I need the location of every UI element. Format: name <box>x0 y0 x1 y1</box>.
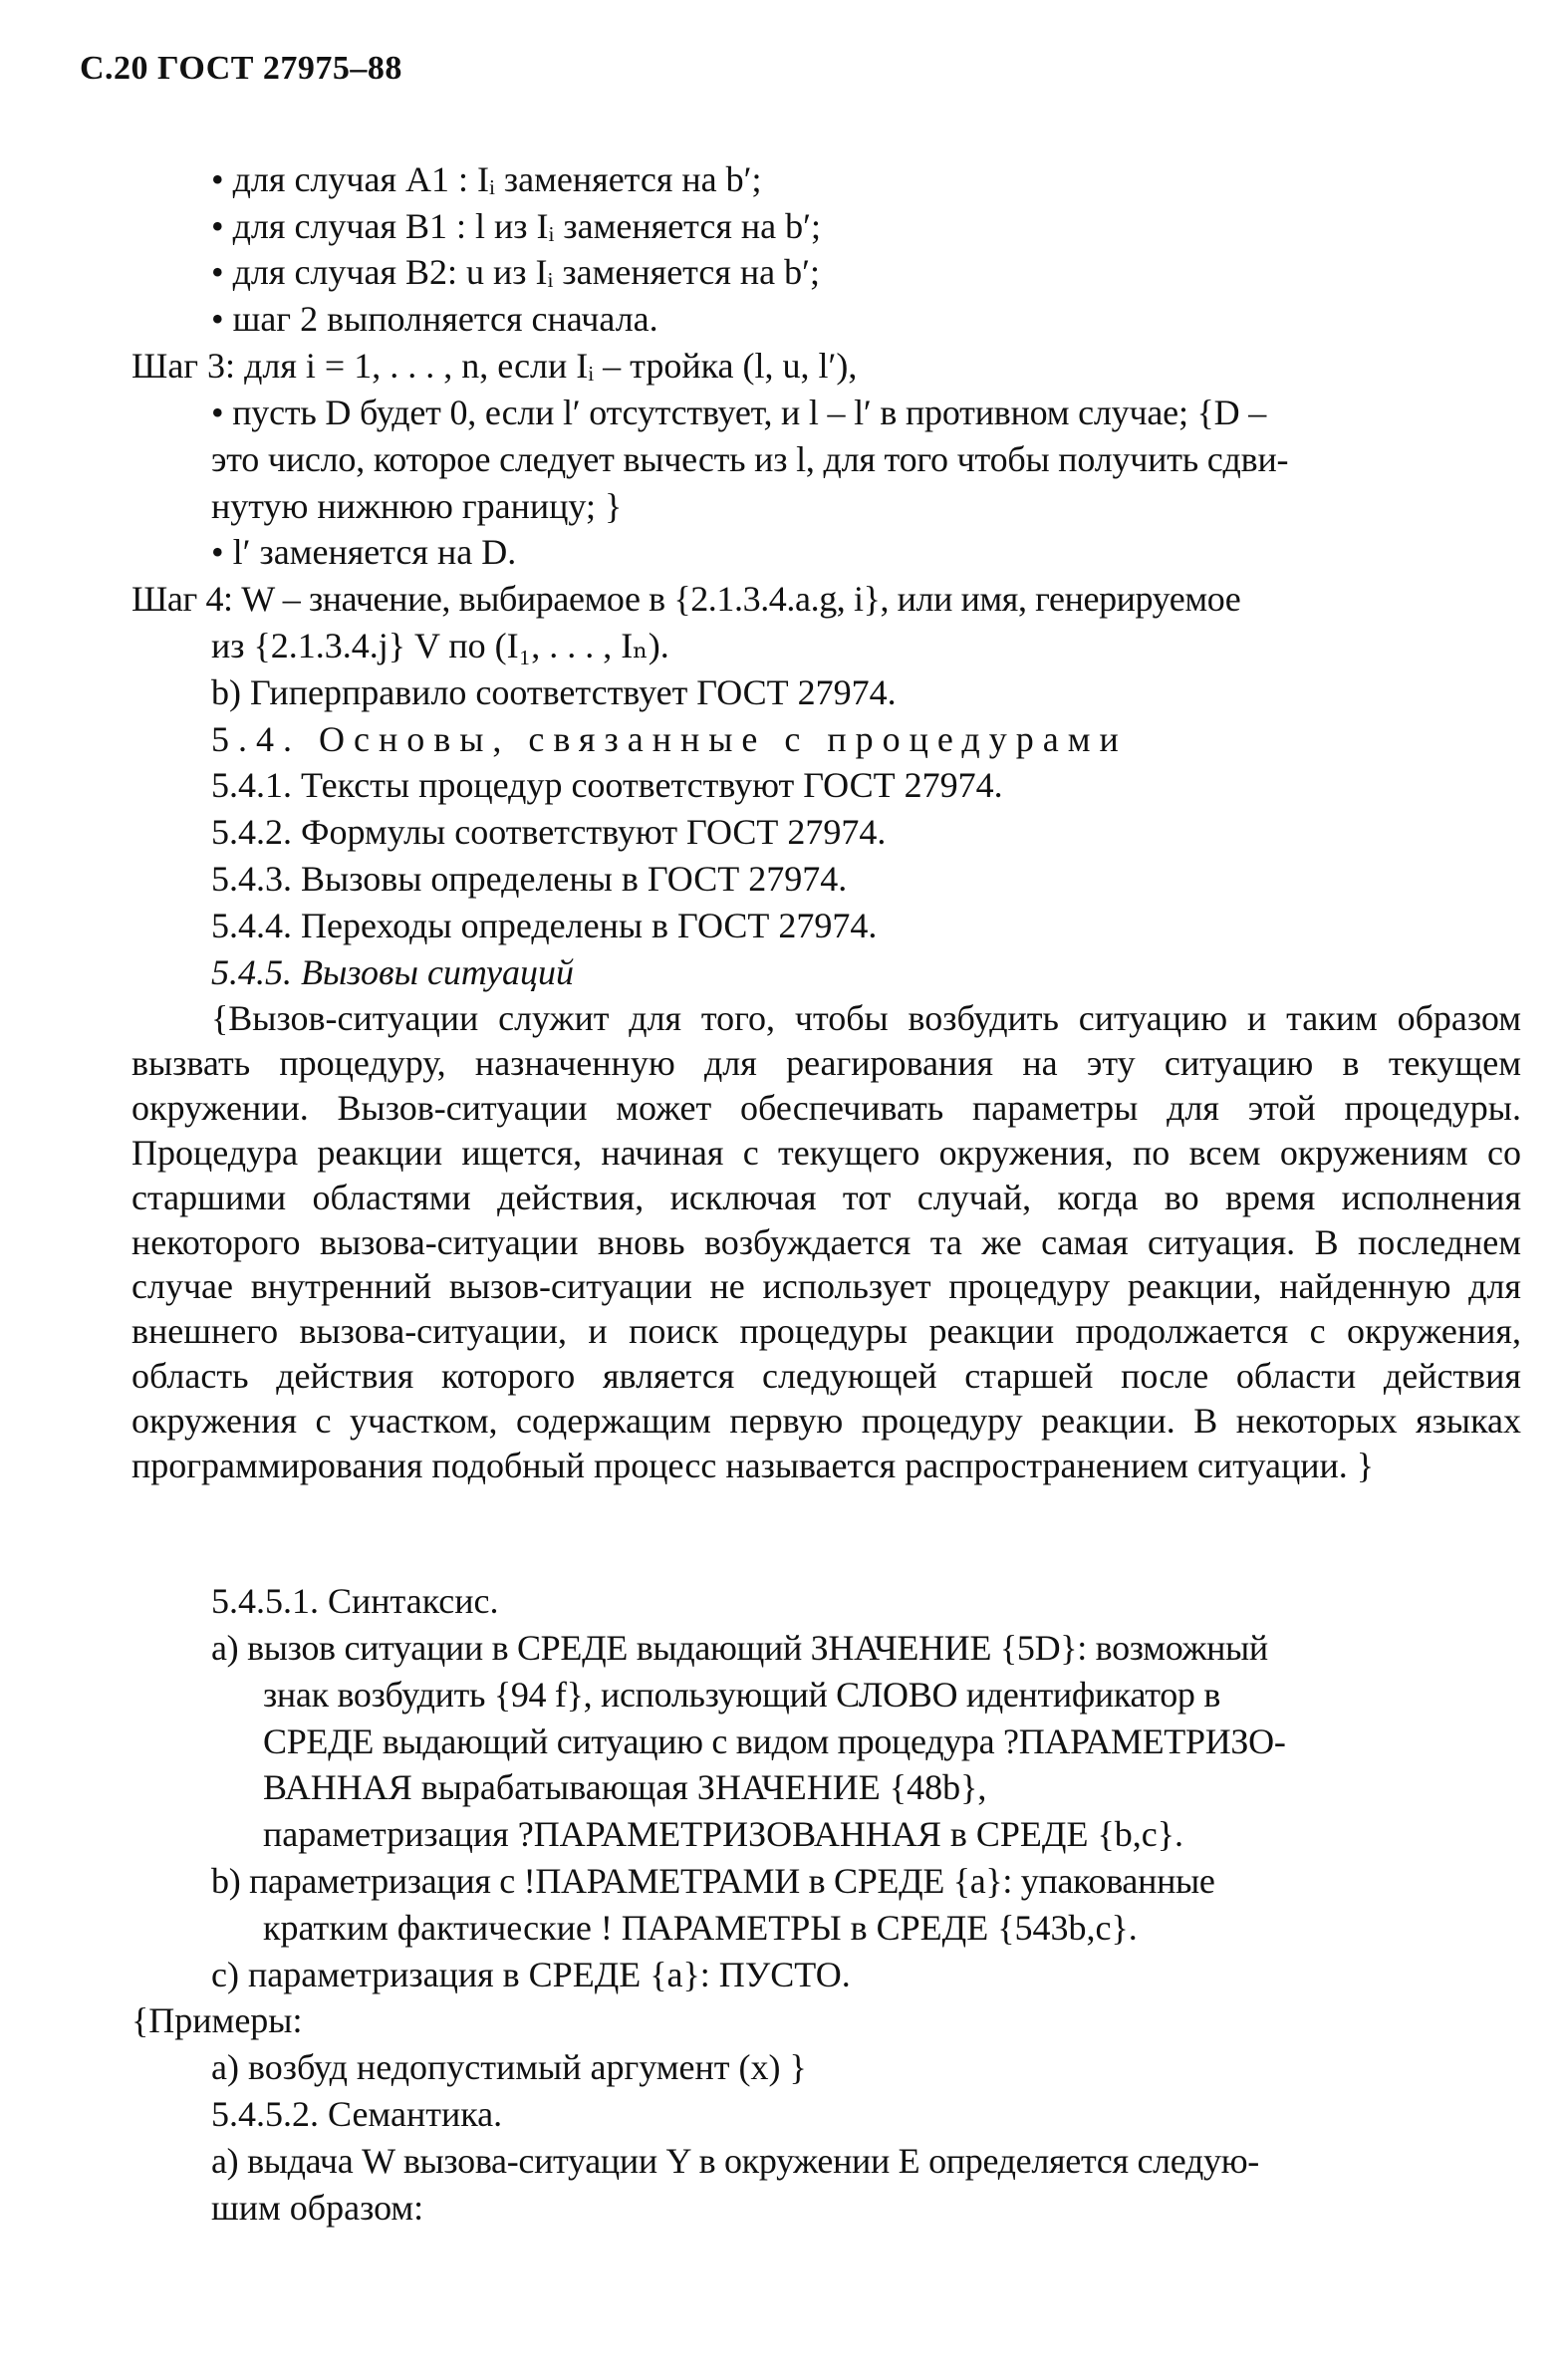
text-line: b) Гиперправило соответствует ГОСТ 27974. <box>211 672 897 712</box>
list-item: • для случая B1 : l из Iᵢ заменяется на b′; <box>211 206 821 246</box>
text-line: 5.4.2. Формулы соответствуют ГОСТ 27974. <box>211 812 887 852</box>
list-item: • для случая B2: u из Iᵢ заменяется на b′; <box>211 252 820 292</box>
semantics-rule: a) выдача W вызова-ситуации Y в окружении E определяется следую- <box>211 2141 1259 2181</box>
step-line: Шаг 3: для i = 1, . . . , n, если Iᵢ – тройка (l, u, l′), <box>131 346 858 386</box>
syntax-rule: b) параметризация с !ПАРАМЕТРАМИ в СРЕДЕ {a}: упакованные <box>211 1861 1215 1901</box>
example-item: a) возбуд недопустимый аргумент (x) } <box>211 2047 807 2087</box>
subsection-heading: 5.4.5.1. Синтаксис. <box>211 1581 499 1621</box>
syntax-rule: a) вызов ситуации в СРЕДЕ выдающий ЗНАЧЕНИЕ {5D}: возможный <box>211 1628 1268 1668</box>
text-line: 5.4.1. Тексты процедур соответствуют ГОСТ 27974. <box>211 765 1003 805</box>
body-paragraph: {Вызов-ситуации служит для того, чтобы возбудить ситуацию и таким образом вызвать процедуру, назначенную для реагирования на эту ситуацию в текущем окружении. Вызов-ситуации может обеспечивать параметры для этой процедуры. Процедура реакции ищется, начиная с текущего окружения, по всем окружениям со старшими областями действия, исключая тот случай, когда во время исполнения некоторого вызова-ситуации вновь возбуждается та же самая ситуация. В последнем случае внутренний вызов-ситуации не использует процедуру реакции, найденную для внешнего вызова-ситуации, и поиск процедуры реакции продолжается с окружения, область действия которого является следующей старшей после области действия окружения с участком, содержащим первую процедуру реакции. В некоторых языках программирования подобный процесс называется распространением ситуации. } <box>131 998 1521 1486</box>
semantics-rule: шим образом: <box>211 2188 424 2228</box>
examples-heading: {Примеры: <box>131 2000 303 2040</box>
list-item: • шаг 2 выполняется сначала. <box>211 299 658 339</box>
syntax-rule: параметризация ?ПАРАМЕТРИЗОВАННАЯ в СРЕДЕ {b,c}. <box>263 1814 1183 1854</box>
text-line: 5.4.3. Вызовы определены в ГОСТ 27974. <box>211 859 848 899</box>
list-item: • пусть D будет 0, если l′ отсутствует, и l – l′ в противном случае; {D – <box>211 393 1267 432</box>
syntax-rule: кратким фактические ! ПАРАМЕТРЫ в СРЕДЕ {543b,c}. <box>263 1908 1138 1948</box>
list-item: • для случая A1 : Iᵢ заменяется на b′; <box>211 159 762 199</box>
text-line: это число, которое следует вычесть из l, для того чтобы получить сдви- <box>211 439 1289 479</box>
text-line: нутую нижнюю границу; } <box>211 486 623 526</box>
syntax-rule: знак возбудить {94 f}, использующий СЛОВО идентификатор в <box>263 1675 1221 1715</box>
page-header: С.20 ГОСТ 27975–88 <box>80 50 402 87</box>
syntax-rule: СРЕДЕ выдающий ситуацию с видом процедура ?ПАРАМЕТРИЗО- <box>263 1721 1286 1761</box>
list-item: • l′ заменяется на D. <box>211 532 517 572</box>
text-line: 5.4.4. Переходы определены в ГОСТ 27974. <box>211 906 878 945</box>
step-line: Шаг 4: W – значение, выбираемое в {2.1.3.4.a.g, i}, или имя, генерируемое <box>131 579 1241 619</box>
subsection-heading: 5.4.5.2. Семантика. <box>211 2094 503 2134</box>
section-heading: 5.4. Основы, связанные с процедурами <box>211 719 1128 759</box>
subsection-heading: 5.4.5. Вызовы ситуаций <box>211 952 575 992</box>
text-line: из {2.1.3.4.j} V по (I₁, . . . , Iₙ). <box>211 626 669 665</box>
syntax-rule: ВАННАЯ вырабатывающая ЗНАЧЕНИЕ {48b}, <box>263 1767 987 1807</box>
syntax-rule: c) параметризация в СРЕДЕ {a}: ПУСТО. <box>211 1955 851 1994</box>
